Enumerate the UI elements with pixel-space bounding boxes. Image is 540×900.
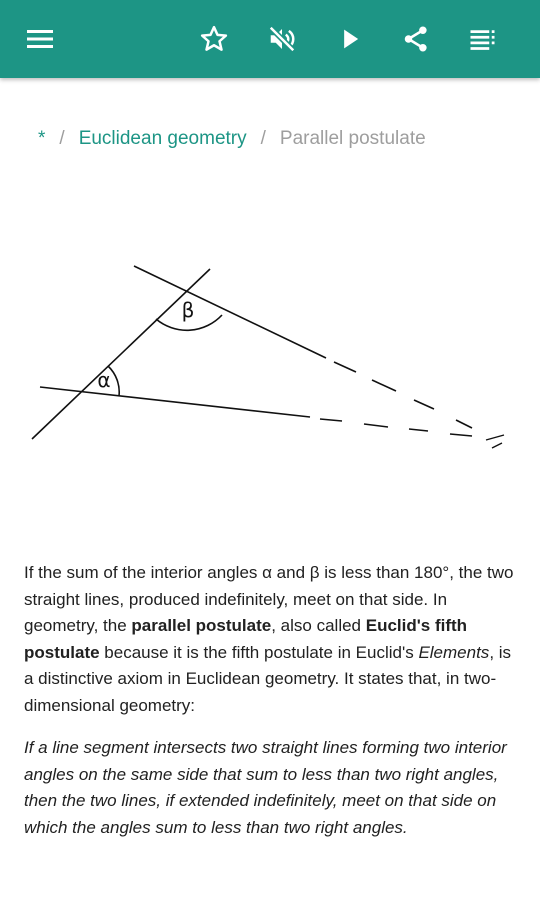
mute-button[interactable] (262, 19, 302, 59)
star-outline-icon (199, 24, 229, 54)
lower-line-extension (320, 419, 472, 436)
menu-button[interactable] (20, 19, 60, 59)
menu-icon (26, 27, 54, 51)
breadcrumb-separator: / (59, 128, 65, 149)
term-parallel-postulate: parallel postulate (131, 616, 272, 635)
postulate-quote: If a line segment intersects two straight lines forming two interior angles on the same side that sum to less than two right angles, then the two lines, if extended indefinitely, meet on that side on which the angles sum to less than two right angles. (24, 738, 507, 837)
parallel-postulate-diagram (20, 255, 520, 455)
lower-line (40, 387, 310, 417)
breadcrumb-category-link[interactable]: Euclidean geometry (78, 128, 247, 149)
intro-text: , also called (271, 616, 366, 635)
convergence-marks (486, 435, 504, 448)
upper-line (134, 266, 326, 358)
breadcrumb-separator: / (260, 128, 266, 149)
favorite-button[interactable] (194, 19, 234, 59)
transversal-line (32, 269, 210, 439)
breadcrumb (38, 128, 426, 150)
work-title-elements: Elements (418, 642, 490, 662)
share-icon (401, 24, 431, 54)
intro-text: because it is the fifth postulate in Euclid's (99, 642, 419, 662)
share-button[interactable] (396, 19, 436, 59)
intro-text: , is a distinctive axiom in Euclidean geometry. It states that, in two-dimensional geometry: (24, 642, 512, 715)
article-body (24, 560, 520, 841)
article-intro (24, 560, 520, 719)
intro-text: In geometry, the (24, 589, 448, 635)
playlist-button[interactable] (463, 19, 503, 59)
alpha-label: α (97, 368, 111, 392)
volume-off-icon (267, 24, 297, 54)
breadcrumb-home-link[interactable]: * (38, 128, 46, 149)
playlist-icon (468, 24, 498, 54)
breadcrumb-current-page: Parallel postulate (279, 128, 426, 149)
upper-line-extension (334, 362, 472, 428)
app-bar (0, 0, 540, 78)
term-euclids-fifth-postulate: Euclid's fifth postulate (24, 616, 468, 662)
beta-label: β (181, 298, 195, 322)
play-icon (336, 25, 364, 53)
play-button[interactable] (330, 19, 370, 59)
figure-caption: If the sum of the interior angles α and β is less than 180°, the two straight lines, produced indefinitely, meet on that side. (24, 563, 514, 609)
